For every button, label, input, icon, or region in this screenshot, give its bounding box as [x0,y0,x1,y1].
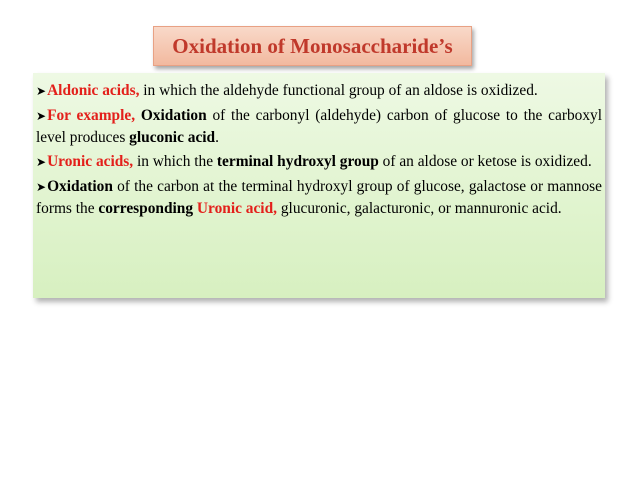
arrow-bullet-icon: ➤ [36,155,47,169]
arrow-bullet-icon: ➤ [36,109,47,123]
bold-oxidation: Oxidation [47,178,113,195]
paragraph-aldonic [36,80,602,102]
term-uronic-acids: Uronic acids, [47,153,134,170]
bold-oxidation: Oxidation [135,107,207,124]
paragraph-text: of the carbonyl (aldehyde) carbon of glucose to the carboxyl level produces [36,107,603,146]
arrow-bullet-icon: ➤ [36,180,47,194]
paragraph-oxidation [36,176,602,219]
paragraph-text: in which the [133,153,217,170]
title-box [153,26,472,66]
paragraph-text-end: of an aldose or ketose is oxidized. [378,153,592,170]
paragraph-text: of the carbon at the terminal hydroxyl group of glucose, galactose or mannose forms the [36,178,602,217]
bold-terminal-hydroxyl: terminal hydroxyl group [216,153,379,170]
term-aldonic-acids: Aldonic acids, [47,82,140,99]
paragraph-text: in which the aldehyde functional group of an aldose is oxidized. [139,82,538,99]
paragraph-uronic [36,151,602,173]
paragraph-text-end: . [215,129,219,146]
term-uronic-acid: Uronic acid, [196,200,277,217]
bold-corresponding: corresponding [98,200,194,217]
paragraph-example [36,105,602,148]
paragraph-text-end: glucuronic, galacturonic, or mannuronic acid. [277,200,562,217]
term-for-example: For example, [47,107,136,124]
bold-gluconic-acid: gluconic acid [129,129,216,146]
content-box [33,73,605,298]
arrow-bullet-icon: ➤ [36,84,47,98]
slide-title: Oxidation of Monosaccharide’s [172,33,453,58]
